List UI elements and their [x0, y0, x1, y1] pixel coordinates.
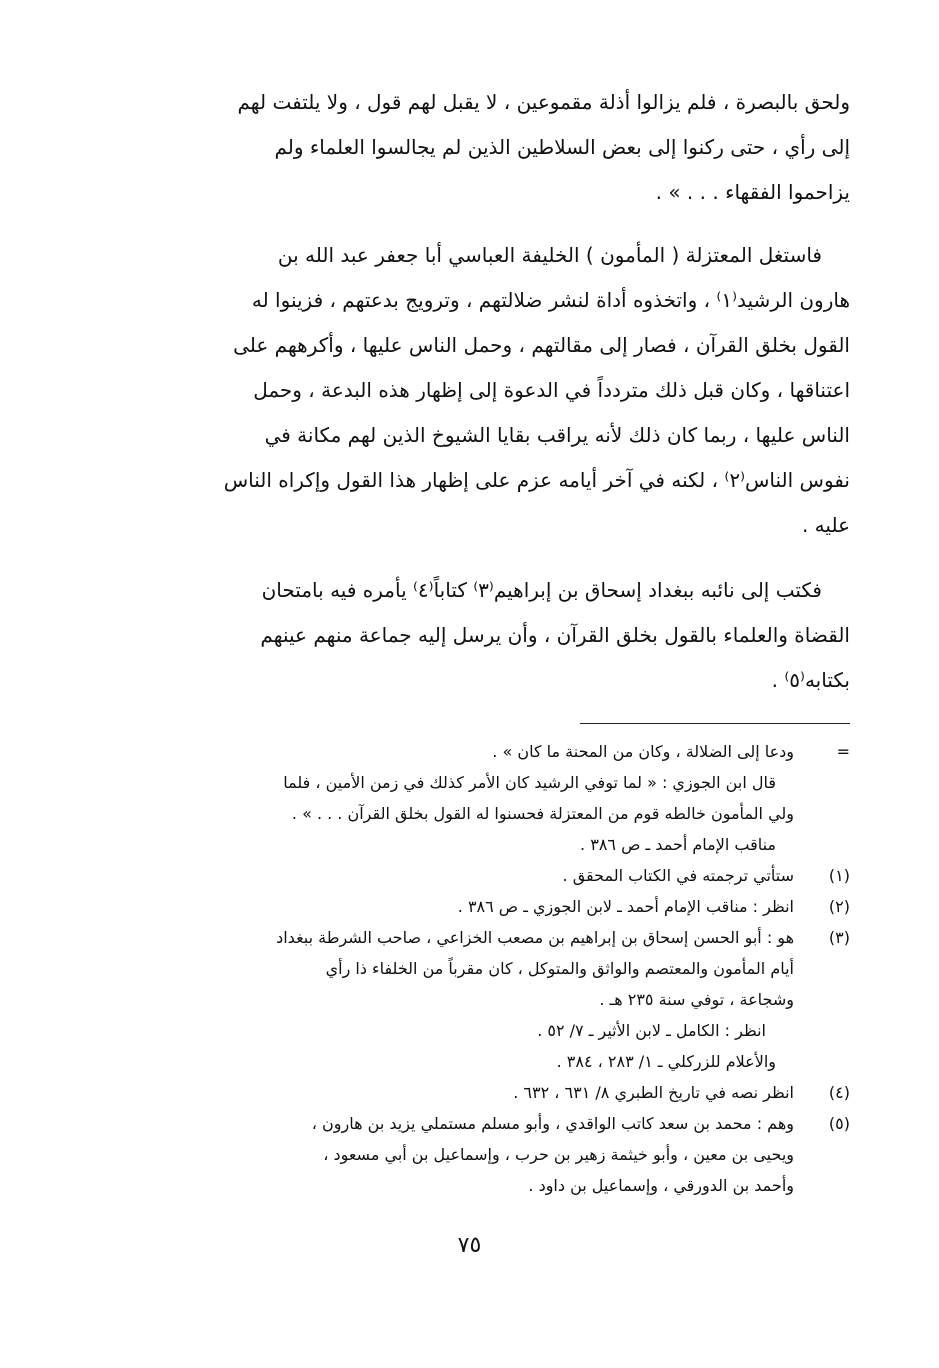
- footnote-marker: (٥): [828, 1114, 850, 1133]
- paragraph-1: [138, 80, 850, 215]
- footnote-line: انظر : مناقب الإمام أحمد ـ لابن الجوزي ـ ص ٣٨٦ .: [457, 897, 794, 916]
- footnote-2: [138, 891, 850, 922]
- footnote-4: [138, 1077, 850, 1108]
- footnote-3: [138, 922, 850, 1077]
- footnote-marker: (٤): [828, 1083, 850, 1102]
- footnote-separator: [580, 723, 850, 724]
- footnote-line: انظر : الكامل ـ لابن الأثير ـ ٧/ ٥٢ .: [537, 1021, 766, 1040]
- text-line: فاستغل المعتزلة ( المأمون ) الخليفة العباسي أبا جعفر عبد الله بن: [277, 243, 822, 267]
- footnote-1: [138, 860, 850, 891]
- footnote-line: ولي المأمون خالطه قوم من المعتزلة فحسنوا له القول بخلق القرآن . . . » .: [291, 804, 794, 823]
- paragraph-2: [138, 233, 850, 548]
- book-page: [138, 80, 850, 1201]
- text-line: القول بخلق القرآن ، فصار إلى مقالتهم ، وحمل الناس عليها ، وأكرههم على: [233, 333, 850, 357]
- footnotes: [138, 736, 850, 1201]
- footnote-line: ستأتي ترجمته في الكتاب المحقق .: [562, 866, 794, 885]
- paragraph-3: [138, 568, 850, 703]
- text-line: فكتب إلى نائبه ببغداد إسحاق بن إبراهيم⁽٣⁾ كتاباً⁽٤⁾ يأمره فيه بامتحان: [261, 578, 822, 602]
- text-line: إلى رأي ، حتى ركنوا إلى بعض السلاطين الذين لم يجالسوا العلماء ولم: [274, 135, 850, 159]
- text-line: بكتابه⁽٥⁾ .: [771, 668, 850, 692]
- footnote-5: [138, 1108, 850, 1201]
- footnote-line: انظر نصه في تاريخ الطبري ٨/ ٦٣١ ، ٦٣٢ .: [513, 1083, 794, 1102]
- footnote-continuation: [138, 736, 850, 860]
- footnote-marker: (٣): [828, 928, 850, 947]
- page-number: ٧٥: [457, 1233, 482, 1258]
- footnote-line: ودعا إلى الضلالة ، وكان من المحنة ما كان » .: [492, 742, 794, 761]
- text-line: نفوس الناس⁽٢⁾ ، لكنه في آخر أيامه عزم على إظهار هذا القول وإكراه الناس: [223, 468, 850, 492]
- footnote-line: والأعلام للزركلي ـ ١/ ٢٨٣ ، ٣٨٤ .: [556, 1052, 776, 1071]
- footnote-line: ويحيى بن معين ، وأبو خيثمة زهير بن حرب ، وإسماعيل بن أبي مسعود ،: [323, 1145, 794, 1164]
- text-line: عليه .: [801, 513, 850, 537]
- text-line: يزاحموا الفقهاء . . . » .: [655, 180, 850, 204]
- text-line: ولحق بالبصرة ، فلم يزالوا أذلة مقموعين ، لا يقبل لهم قول ، ولا يلتفت لهم: [237, 90, 850, 114]
- footnote-line: وهم : محمد بن سعد كاتب الواقدي ، وأبو مسلم مستملي يزيد بن هارون ،: [311, 1114, 794, 1133]
- text-line: هارون الرشيد⁽١⁾ ، واتخذوه أداة لنشر ضلالتهم ، وترويج بدعتهم ، فزينوا له: [251, 288, 850, 312]
- footnote-marker: =: [836, 742, 850, 761]
- footnote-line: وشجاعة ، توفي سنة ٢٣٥ هـ .: [599, 990, 794, 1009]
- footnote-line: هو : أبو الحسن إسحاق بن إبراهيم بن مصعب الخزاعي ، صاحب الشرطة ببغداد: [276, 928, 794, 947]
- text-line: اعتناقها ، وكان قبل ذلك متردداً في الدعوة إلى إظهار هذه البدعة ، وحمل: [253, 378, 850, 402]
- footnote-line: قال ابن الجوزي : « لما توفي الرشيد كان الأمر كذلك في زمن الأمين ، فلما: [283, 773, 776, 792]
- footnote-line: أيام المأمون والمعتصم والواثق والمتوكل ، كان مقرباً من الخلفاء ذا رأي: [325, 959, 794, 978]
- text-line: القضاة والعلماء بالقول بخلق القرآن ، وأن يرسل إليه جماعة منهم عينهم: [260, 623, 850, 647]
- footnote-line: مناقب الإمام أحمد ـ ص ٣٨٦ .: [580, 835, 776, 854]
- main-text: [138, 80, 850, 703]
- footnote-line: وأحمد بن الدورقي ، وإسماعيل بن داود .: [528, 1176, 794, 1195]
- footnote-marker: (١): [828, 866, 850, 885]
- text-line: الناس عليها ، ربما كان ذلك لأنه يراقب بقايا الشيوخ الذين لهم مكانة في: [264, 423, 850, 447]
- footnote-marker: (٢): [828, 897, 850, 916]
